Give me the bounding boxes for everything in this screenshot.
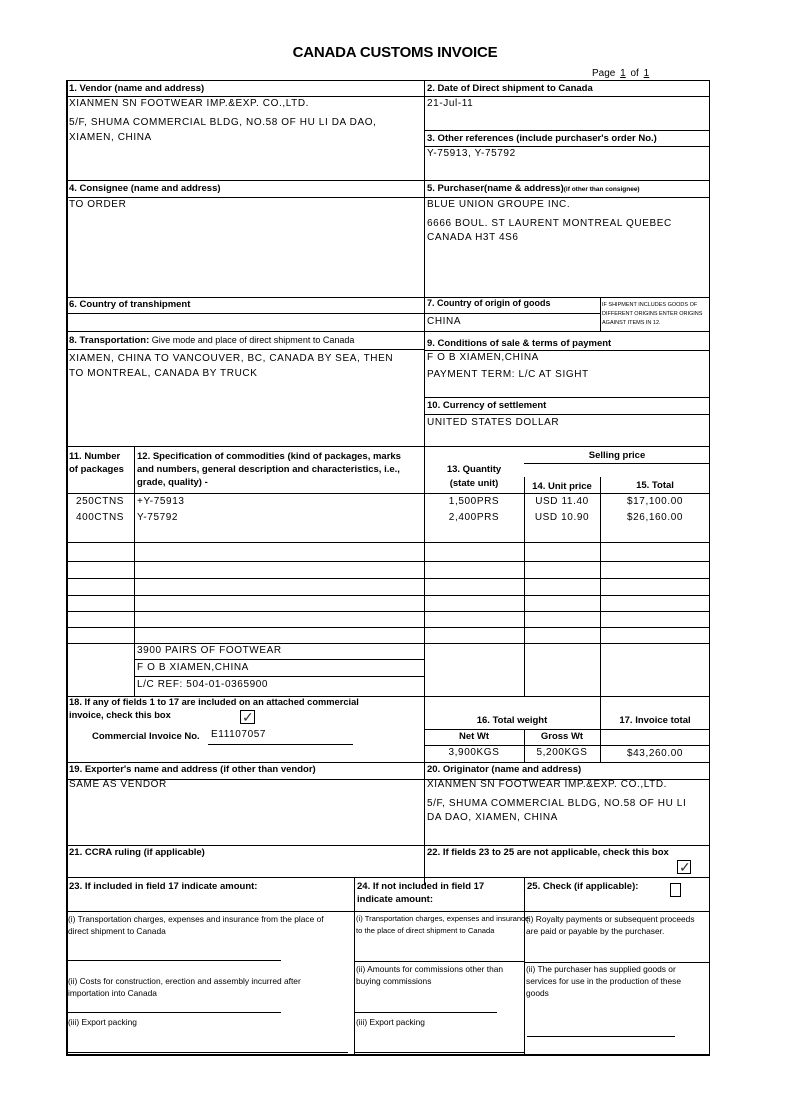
- field-25-ii-2: services for use in the production of these: [526, 976, 682, 986]
- consignee-value: TO ORDER: [69, 199, 127, 210]
- purchaser-label-note: (if other than consignee): [563, 186, 640, 193]
- check-icon: ✓: [242, 709, 254, 725]
- row1-packages: 250CTNS: [75, 496, 125, 507]
- not-applicable-label: 22. If fields 23 to 25 are not applicable, check this box: [427, 847, 669, 858]
- page-title: CANADA CUSTOMS INVOICE: [292, 44, 498, 61]
- field-23-ii-1: (ii) Costs for construction, erection and assembly incurred after: [68, 976, 301, 986]
- field-25-ii: [526, 963, 681, 999]
- row1-unit-price: USD 11.40: [535, 496, 589, 507]
- vendor-address-1: 5/F, SHUMA COMMERCIAL BLDG, NO.58 OF HU LI DA DAO,: [69, 117, 377, 128]
- other-references-value: Y-75913, Y-75792: [427, 148, 516, 159]
- check-icon: ✓: [679, 859, 691, 875]
- unit-price-header: 14. Unit price: [532, 481, 592, 492]
- row1-quantity: 1,500PRS: [448, 496, 500, 507]
- field-24-ii: [356, 963, 503, 987]
- field-23-i-2: direct shipment to Canada: [68, 926, 166, 936]
- invoice-total-label: 17. Invoice total: [619, 715, 691, 726]
- field-25-i: [526, 913, 695, 937]
- field-24-label-1: 24. If not included in field 17: [357, 881, 485, 892]
- vendor-address-2: XIAMEN, CHINA: [69, 132, 152, 143]
- transportation-label-main: 8. Transportation:: [69, 335, 150, 346]
- field-24-ii-2: buying commissions: [356, 976, 432, 986]
- specification-header-1: 12. Specification of commodities (kind of packages, marks: [137, 451, 401, 462]
- exporter-value: SAME AS VENDOR: [69, 779, 167, 790]
- field-24-label: [357, 880, 484, 906]
- goods-note-1: 3900 PAIRS OF FOOTWEAR: [137, 645, 282, 656]
- conditions-line-2: PAYMENT TERM: L/C AT SIGHT: [427, 369, 589, 380]
- net-weight-value: 3,900KGS: [448, 747, 500, 758]
- field-25-ii-1: (ii) The purchaser has supplied goods or: [526, 964, 676, 974]
- field-23-label: 23. If included in field 17 indicate amount:: [69, 881, 258, 892]
- transportation-label-rest: Give mode and place of direct shipment to Canada: [149, 335, 355, 345]
- other-references-label: 3. Other references (include purchaser's order No.): [427, 133, 657, 144]
- field-25-ii-3: goods: [526, 988, 549, 998]
- shipment-date-value: 21-Jul-11: [427, 98, 474, 109]
- field-24-i-1: (i) Transportation charges, expenses and insurance: [356, 914, 530, 923]
- currency-value: UNITED STATES DOLLAR: [427, 417, 560, 428]
- origin-note-3: AGAINST ITEMS IN 12.: [602, 320, 661, 326]
- gross-weight-value: 5,200KGS: [536, 747, 588, 758]
- field-23-ii: [68, 975, 301, 999]
- page-total: 1: [643, 68, 650, 79]
- originator-label: 20. Originator (name and address): [427, 764, 582, 775]
- goods-note-3: L/C REF: 504-01-0365900: [137, 679, 269, 690]
- origin-label: 7. Country of origin of goods: [427, 298, 551, 308]
- goods-note-2: F O B XIAMEN,CHINA: [137, 662, 249, 673]
- row2-packages: 400CTNS: [75, 512, 125, 523]
- transhipment-label: 6. Country of transhipment: [69, 299, 191, 310]
- field-23-i-1: (i) Transportation charges, expenses and insurance from the place of: [68, 914, 324, 924]
- field-25-label: 25. Check (if applicable):: [527, 881, 639, 892]
- field-23-iii: (iii) Export packing: [68, 1017, 137, 1027]
- currency-label: 10. Currency of settlement: [427, 400, 547, 411]
- commercial-invoice-label: Commercial Invoice No.: [92, 731, 200, 742]
- purchaser-label: [427, 183, 640, 194]
- packages-header-2: of packages: [69, 464, 124, 475]
- selling-price-header: Selling price: [588, 450, 646, 461]
- gross-weight-label: Gross Wt: [540, 731, 584, 742]
- total-header: 15. Total: [636, 480, 674, 491]
- net-weight-label: Net Wt: [458, 731, 490, 742]
- total-weight-label: 16. Total weight: [476, 715, 548, 726]
- field-24-ii-1: (ii) Amounts for commissions other than: [356, 964, 504, 974]
- attached-invoice-checkbox[interactable]: [240, 710, 255, 724]
- conditions-line-1: F O B XIAMEN,CHINA: [427, 352, 539, 363]
- specification-header: [137, 450, 401, 489]
- attached-invoice-label-2: invoice, check this box: [69, 710, 171, 720]
- row2-spec: Y-75792: [137, 512, 179, 523]
- transportation-line-1: XIAMEN, CHINA TO VANCOUVER, BC, CANADA BY SEA, THEN: [69, 353, 394, 364]
- quantity-header-2: (state unit): [449, 478, 499, 489]
- field-25-i-2: are paid or payable by the purchaser.: [526, 926, 665, 936]
- row1-spec: +Y-75913: [137, 496, 185, 507]
- field-24-i: [356, 913, 529, 937]
- invoice-total-value: $43,260.00: [626, 748, 684, 759]
- page-number: [592, 68, 651, 79]
- field-24-label-2: indicate amount:: [357, 894, 434, 905]
- conditions-label: 9. Conditions of sale & terms of payment: [427, 338, 612, 349]
- vendor-name: XIANMEN SN FOOTWEAR IMP.&EXP. CO.,LTD.: [69, 98, 310, 109]
- shipment-date-label: 2. Date of Direct shipment to Canada: [427, 83, 593, 94]
- not-applicable-checkbox[interactable]: [677, 860, 691, 874]
- field-23-i: [68, 913, 324, 937]
- purchaser-name: BLUE UNION GROUPE INC.: [427, 199, 571, 210]
- transportation-label: [69, 335, 354, 346]
- field-25-checkbox[interactable]: [670, 883, 681, 897]
- origin-note-1: IF SHIPMENT INCLUDES GOODS OF: [602, 302, 698, 308]
- attached-invoice-label-1: 18. If any of fields 1 to 17 are included on an attached commercial: [69, 697, 359, 707]
- specification-header-3: grade, quality) -: [137, 477, 208, 488]
- originator-name: XIANMEN SN FOOTWEAR IMP.&EXP. CO.,LTD.: [427, 779, 668, 790]
- page-label: Page: [592, 68, 616, 79]
- packages-header-1: 11. Number: [69, 451, 121, 462]
- transportation-line-2: TO MONTREAL, CANADA BY TRUCK: [69, 368, 258, 379]
- row2-total: $26,160.00: [626, 512, 684, 523]
- specification-header-2: and numbers, general description and characteristics, i.e.,: [137, 464, 400, 475]
- consignee-label: 4. Consignee (name and address): [69, 183, 221, 194]
- purchaser-label-main: 5. Purchaser(name & address): [427, 183, 564, 194]
- field-25-i-1: (i) Royalty payments or subsequent proceeds: [526, 914, 695, 924]
- quantity-header: [424, 463, 524, 491]
- originator-address-1: 5/F, SHUMA COMMERCIAL BLDG, NO.58 OF HU LI: [427, 798, 687, 809]
- purchaser-address-1: 6666 BOUL. ST LAURENT MONTREAL QUEBEC: [427, 218, 672, 229]
- originator-address-2: DA DAO, XIAMEN, CHINA: [427, 812, 558, 823]
- field-23-ii-2: importation into Canada: [68, 988, 157, 998]
- row2-quantity: 2,400PRS: [448, 512, 500, 523]
- row1-total: $17,100.00: [626, 496, 684, 507]
- page-current: 1: [620, 68, 626, 79]
- origin-value: CHINA: [427, 316, 462, 327]
- ccra-ruling-label: 21. CCRA ruling (if applicable): [69, 847, 205, 858]
- commercial-invoice-number: E11107057: [211, 729, 267, 740]
- purchaser-address-2: CANADA H3T 4S6: [427, 232, 519, 243]
- vendor-label: 1. Vendor (name and address): [69, 83, 205, 94]
- attached-invoice-label: [69, 696, 359, 725]
- field-24-i-2: to the place of direct shipment to Canada: [356, 926, 495, 935]
- packages-header: [69, 450, 124, 476]
- field-24-iii: (iii) Export packing: [356, 1017, 425, 1027]
- exporter-label: 19. Exporter's name and address (if other than vendor): [69, 764, 316, 775]
- quantity-header-1: 13. Quantity: [446, 464, 502, 475]
- origin-note-2: DIFFERENT ORIGINS ENTER ORIGINS: [602, 311, 703, 317]
- row2-unit-price: USD 10.90: [534, 512, 590, 523]
- page-of-label: of: [630, 68, 639, 79]
